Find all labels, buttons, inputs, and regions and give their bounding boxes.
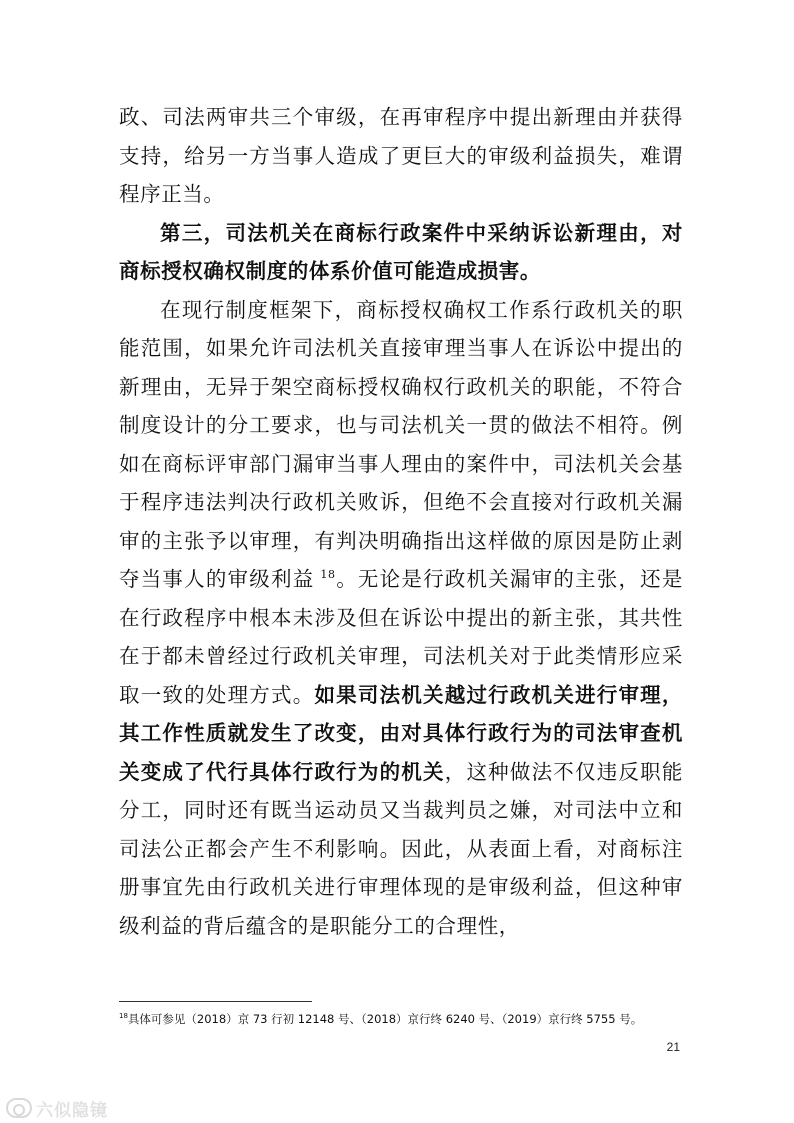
section-heading: 第三，司法机关在商标行政案件中采纳诉讼新理由，对商标授权确权制度的体系价值可能造成损害。 xyxy=(119,220,683,283)
footnote-divider xyxy=(119,1001,312,1002)
footnote-number: 18 xyxy=(119,1012,128,1021)
paragraph-continued: 政、司法两审共三个审级，在再审程序中提出新理由并获得支持，给另一方当事人造成了更巨大的审级利益损失，难谓程序正当。 xyxy=(119,105,683,206)
page-number: 21 xyxy=(666,1040,680,1054)
emphasized-text: 如果司法机关越过行政机关进行审理，其工作性质就发生了改变，由对具体行政行为的司法审查机关变成了代行具体行政行为的机关 xyxy=(119,682,684,784)
watermark xyxy=(6,1094,108,1122)
paragraph-text: 。无论是行政机关漏审的主张，还是在行政程序中根本未涉及但在诉讼中提出的新主张，其共性在于都未曾经过行政机关审理，司法机关对于此类情形应采取一致的处理方式。 xyxy=(119,567,683,707)
footnote-text: 具体可参见（2018）京 73 行初 12148 号、（2018）京行终 6240 号、（2019）京行终 5755 号。 xyxy=(127,1012,643,1026)
logo-icon xyxy=(6,1098,32,1118)
body-text xyxy=(119,98,683,945)
paragraph-text: 在现行制度框架下，商标授权确权工作系行政机关的职能范围，如果允许司法机关直接审理当事人在诉讼中提出的新理由，无异于架空商标授权确权行政机关的职能，不符合制度设计的分工要求，也与司法机关一贯的做法不相符。例如在商标评审部门漏审当事人理由的案件中，司法机关会基于程序违法判决行政机关败诉，但绝不会直接对行政机关漏审的主张予以审理，有判决明确指出这样做的原因是防止剥夺当事人的审级利益 xyxy=(119,297,683,591)
footnote xyxy=(119,1011,719,1027)
paragraph-main xyxy=(119,291,683,946)
footnote-reference[interactable]: 18 xyxy=(320,568,336,582)
paragraph-text: ，这种做法不仅违反职能分工，同时还有既当运动员又当裁判员之嫌，对司法中立和司法公正都会产生不利影响。因此，从表面上看，对商标注册事宜先由行政机关进行审理体现的是审级利益，但这种审级利益的背后蕴含的是职能分工的合理性， xyxy=(119,759,683,938)
watermark-text: 六似隐镜 xyxy=(36,1100,108,1121)
